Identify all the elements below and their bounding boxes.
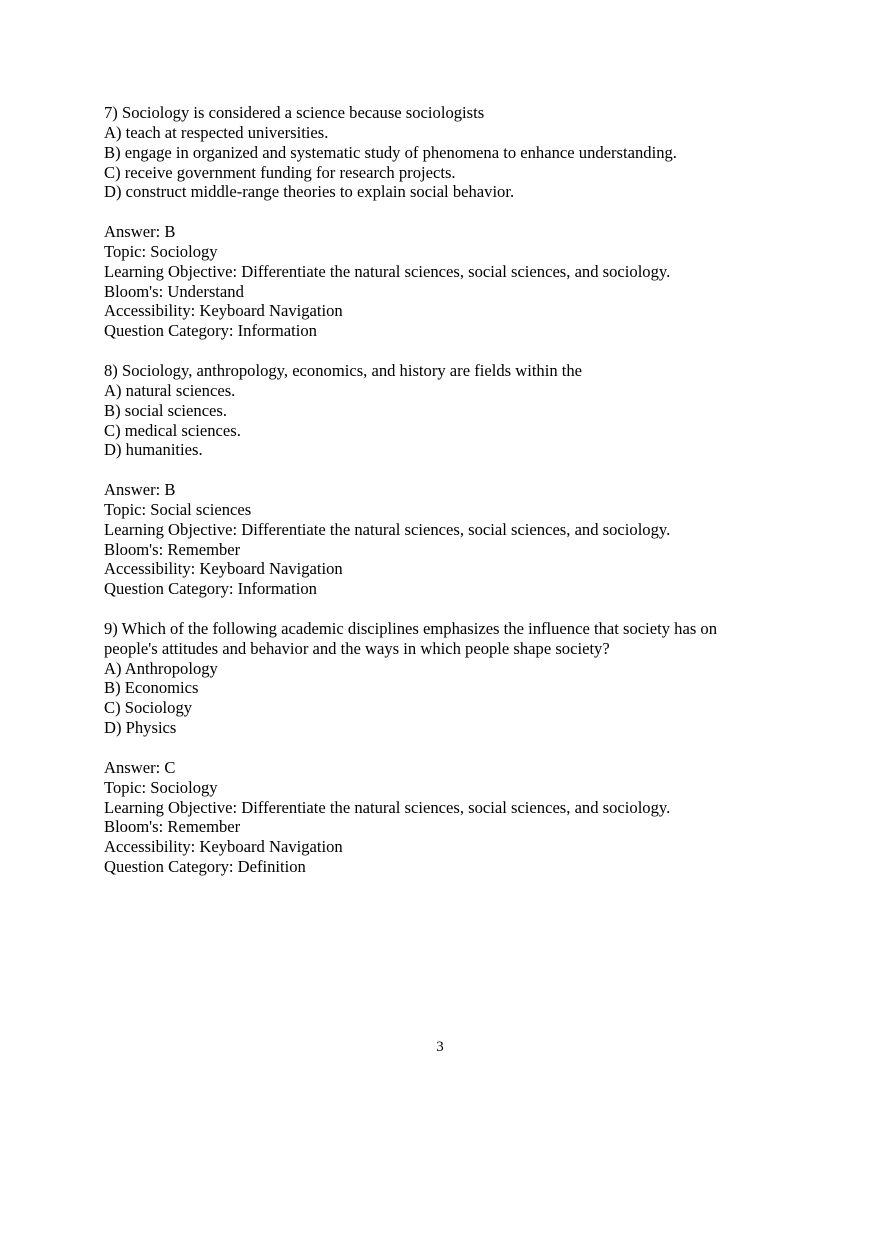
question-9 [104,619,784,738]
option-d: D) Physics [104,718,177,738]
option-a: A) Anthropology [104,658,218,678]
option-b: B) social sciences. [104,400,228,420]
question-category: Question Category: Definition [104,857,306,877]
topic: Topic: Sociology [104,777,218,797]
question-category: Question Category: Information [104,579,317,599]
page-content [104,103,784,897]
question-8 [104,361,784,460]
option-c: C) Sociology [104,698,193,718]
question-8-metadata [104,480,784,599]
question-prompt: 9) Which of the following academic disciplines emphasizes the influence that society has on [104,618,718,638]
question-9-metadata [104,758,784,877]
question-category: Question Category: Information [104,321,317,341]
accessibility: Accessibility: Keyboard Navigation [104,559,343,579]
learning-objective: Learning Objective: Differentiate the natural sciences, social sciences, and sociology. [104,261,671,281]
learning-objective: Learning Objective: Differentiate the natural sciences, social sciences, and sociology. [104,797,671,817]
topic: Topic: Sociology [104,241,218,261]
blooms-level: Bloom's: Remember [104,539,241,559]
topic: Topic: Social sciences [104,499,252,519]
question-prompt: 8) Sociology, anthropology, economics, and history are fields within the [104,360,583,380]
option-b: B) Economics [104,678,199,698]
option-a: A) teach at respected universities. [104,122,329,142]
option-d: D) construct middle-range theories to explain social behavior. [104,182,515,202]
accessibility: Accessibility: Keyboard Navigation [104,301,343,321]
question-prompt: 7) Sociology is considered a science because sociologists [104,103,485,122]
option-a: A) natural sciences. [104,380,236,400]
accessibility: Accessibility: Keyboard Navigation [104,837,343,857]
question-prompt-continued: people's attitudes and behavior and the ways in which people shape society? [104,638,610,658]
blooms-level: Bloom's: Understand [104,281,244,301]
option-d: D) humanities. [104,440,203,460]
answer: Answer: B [104,222,176,242]
question-7 [104,103,784,202]
answer: Answer: B [104,480,176,500]
option-b: B) engage in organized and systematic study of phenomena to enhance understanding. [104,142,677,162]
answer: Answer: C [104,757,176,777]
learning-objective: Learning Objective: Differentiate the natural sciences, social sciences, and sociology. [104,519,671,539]
option-c: C) medical sciences. [104,420,241,440]
page-number: 3 [436,1039,444,1055]
question-7-metadata [104,222,784,341]
option-c: C) receive government funding for research projects. [104,162,456,182]
blooms-level: Bloom's: Remember [104,817,241,837]
